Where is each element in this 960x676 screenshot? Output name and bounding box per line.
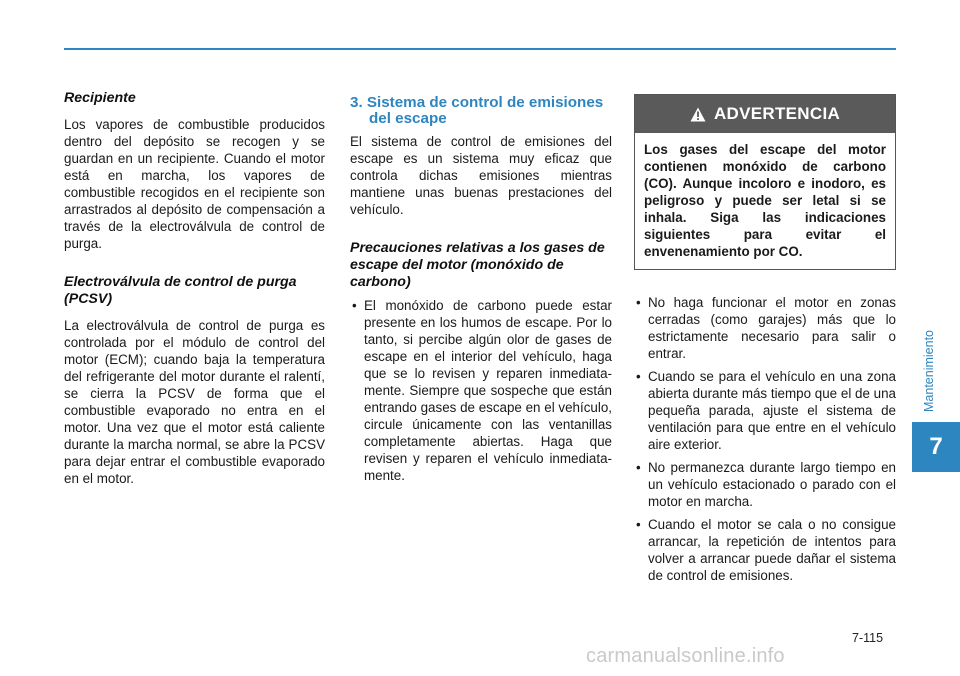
chapter-label: Mantenimiento bbox=[922, 330, 936, 412]
heading-pcsv: Electroválvula de control de purga (PCSV) bbox=[64, 274, 297, 307]
bullet-item: • No permanezca durante largo tiempo en un vehículo estacionado o parado con el motor en marcha. bbox=[634, 459, 896, 510]
warning-triangle-icon bbox=[690, 107, 706, 122]
column-1 bbox=[64, 90, 325, 487]
bullet-item: • Cuando el motor se cala o no consigue arrancar, la repetición de intentos para volver a arrancar puede dañar el sistema de control de emisiones. bbox=[634, 516, 896, 584]
paragraph-recipiente: Los vapores de combustible producidos dentro del depósito se recogen y se guardan en un recipiente. Cuando el motor está en marcha, los vapores de combustible recogidos en el recipiente son arrastrados al depósito de compensación a través de la electroválvula de control de purga. bbox=[64, 117, 325, 251]
chapter-tab: 7 bbox=[912, 422, 960, 472]
section-heading-emisiones: 3. Sistema de control de emisiones del escape bbox=[350, 94, 604, 127]
bullet-item: • No haga funcionar el motor en zonas cerradas (como garajes) más que lo estrictamente necesario para salir o entrar. bbox=[634, 294, 896, 362]
heading-recipiente: Recipiente bbox=[64, 90, 136, 106]
warning-text: Los gases del escape del motor contienen monóxido de carbono (CO). Aunque incoloro e inodoro, es peligroso y puede ser letal si se inhala. Siga las indicaciones siguientes para evitar el envenenamiento por CO. bbox=[644, 142, 886, 259]
warning-header bbox=[635, 95, 895, 133]
bullet-item: • El monóxido de carbono puede estar presente en los humos de escape. Por lo tanto, si percibe algún olor de gases de escape en el interior del vehículo, haga que se lo revisen y reparen inmediatamente. Siempre que sospeche que están entrando gases de escape en el vehículo, circule únicamente con las ventanillas completamente abiertas. Haga que revisen y reparen el vehículo inmediatamente. bbox=[350, 297, 612, 484]
bullet-item: • Cuando se para el vehículo en una zona abierta durante más tiempo que el de una pequeña parada, ajuste el sistema de ventilación para que entre en el vehículo aire exterior. bbox=[634, 368, 896, 453]
paragraph-pcsv: La electroválvula de control de purga es controlada por el módulo de control del motor (ECM); cuando baja la temperatura del refrigerante del motor durante el ralentí, se cierra la PCSV de forma que el combustible evaporado no entra en el motor. Una vez que el motor está caliente durante la marcha normal, se abre la PCSV para dejar entrar el combustible evaporado en el motor. bbox=[64, 318, 325, 486]
bullet-list-co bbox=[350, 297, 612, 484]
top-rule bbox=[64, 48, 896, 50]
watermark: carmanualsonline.info bbox=[586, 645, 785, 667]
heading-precauciones: Precauciones relativas a los gases de escape del motor (monóxido de carbono) bbox=[350, 240, 605, 290]
paragraph-intro-emisiones: El sistema de control de emisiones del escape es un sistema muy eficaz que controla dichas emisiones mientras mantiene unas buenas prestaciones del vehículo. bbox=[350, 134, 612, 217]
page-number: 7-115 bbox=[852, 631, 884, 645]
column-2 bbox=[350, 90, 612, 490]
warning-box bbox=[634, 94, 896, 270]
column-3 bbox=[634, 90, 896, 590]
bullet-list-precautions bbox=[634, 294, 896, 584]
warning-title: ADVERTENCIA bbox=[713, 104, 841, 123]
